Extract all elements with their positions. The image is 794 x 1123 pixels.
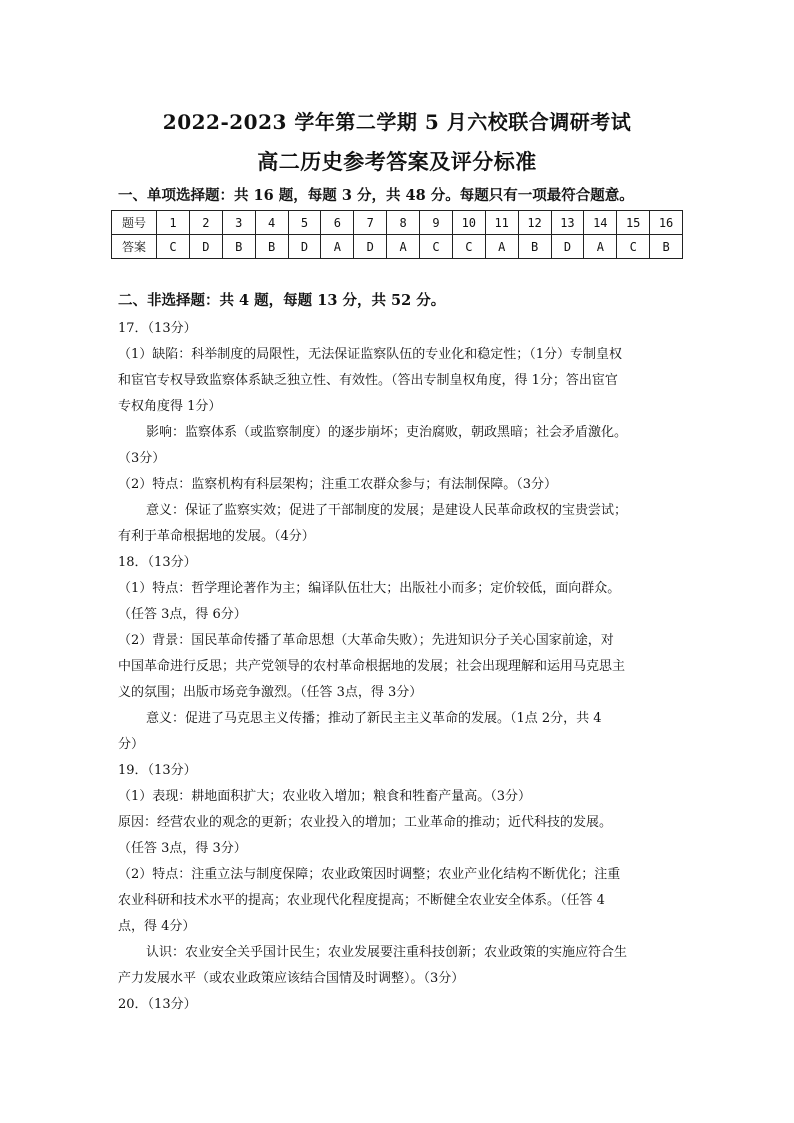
question-number: 3 [222,211,255,235]
answer-line: 有利于革命根据地的发展。（4分） [118,529,315,544]
answer-cell: A [321,235,354,259]
question-heading: 17．（13分） [118,321,197,336]
question-number: 8 [387,211,420,235]
question-number: 2 [189,211,222,235]
answer-cell: B [650,235,683,259]
question-number: 16 [650,211,683,235]
answer-line: 影响：监察体系（或监察制度）的逐步崩坏；吏治腐败，朝政黑暗；社会矛盾激化。 [146,425,628,440]
row-label-answer: 答案 [112,235,157,259]
section-2-heading: 二、非选择题：共 4 题，每题 13 分，共 52 分。 [118,292,446,309]
answer-cell: A [387,235,420,259]
answer-cell: B [518,235,551,259]
answer-line: （1）缺陷：科举制度的局限性，无法保证监察队伍的专业化和稳定性；（1分）专制皇权 [118,347,623,362]
answer-body [118,316,678,1018]
question-number: 11 [485,211,518,235]
answer-line: 意义：保证了监察实效；促进了干部制度的发展；是建设人民革命政权的宝贵尝试； [146,503,628,518]
answer-cell: D [288,235,321,259]
table-row-numbers [112,211,683,235]
question-number: 1 [157,211,190,235]
question-number: 5 [288,211,321,235]
answer-line: 农业科研和技术水平的提高；农业现代化程度提高；不断健全农业安全体系。（任答 4 [118,893,605,908]
answer-cell: C [420,235,453,259]
answer-line: 意义：促进了马克思主义传播；推动了新民主主义革命的发展。（1点 2分，共 4 [146,711,602,726]
answer-cell: D [551,235,584,259]
answer-line: （1）表现：耕地面积扩大；农业收入增加；粮食和牲畜产量高。（3分） [118,789,532,804]
question-number: 10 [452,211,485,235]
answer-cell: D [189,235,222,259]
answer-line: （2）特点：注重立法与制度保障；农业政策因时调整；农业产业化结构不断优化；注重 [118,867,621,882]
answer-line: 点，得 4分） [118,919,196,934]
answer-line: （2）特点：监察机构有科层架构；注重工农群众参与；有法制保障。（3分） [118,477,558,492]
answer-line: 中国革命进行反思；共产党领导的农村革命根据地的发展；社会出现理解和运用马克思主 [118,659,626,674]
question-number: 13 [551,211,584,235]
table-row-answers [112,235,683,259]
answer-cell: B [255,235,288,259]
question-number: 6 [321,211,354,235]
answer-cell: B [222,235,255,259]
answer-line: （2）背景：国民革命传播了革命思想（大革命失败）；先进知识分子关心国家前途，对 [118,633,614,648]
answer-line: 原因：经营农业的观念的更新；农业投入的增加；工业革命的推动；近代科技的发展。 [118,815,613,830]
answer-cell: C [157,235,190,259]
document-title: 2022-2023 学年第二学期 5 月六校联合调研考试 [162,110,632,134]
answer-line: （1）特点：哲学理论著作为主；编译队伍壮大；出版社小而多；定价较低，面向群众。 [118,581,621,596]
answer-line: 产力发展水平（或农业政策应该结合国情及时调整）。（3分） [118,971,465,986]
answer-cell: A [584,235,617,259]
section-1-heading: 一、单项选择题：共 16 题，每题 3 分，共 48 分。每题只有一项最符合题意。 [118,187,634,204]
answer-line: （任答 3点，得 6分） [118,607,247,622]
question-number: 7 [354,211,387,235]
answer-line: 专权角度得 1分） [118,399,222,414]
question-number: 15 [617,211,650,235]
answer-cell: A [485,235,518,259]
answer-table [111,210,683,259]
answer-line: （3分） [118,451,166,466]
answer-cell: C [617,235,650,259]
question-number: 9 [420,211,453,235]
answer-line: 认识：农业安全关乎国计民生；农业发展要注重科技创新；农业政策的实施应符合生 [146,945,628,960]
answer-cell: C [452,235,485,259]
question-heading: 18．（13分） [118,555,197,570]
row-label-number: 题号 [112,211,157,235]
question-heading: 19．（13分） [118,763,197,778]
document-subtitle: 高二历史参考答案及评分标准 [257,149,537,174]
question-number: 14 [584,211,617,235]
question-heading: 20．（13分） [118,997,197,1012]
question-number: 4 [255,211,288,235]
answer-line: 分） [118,737,145,752]
answer-line: 和宦官专权导致监察体系缺乏独立性、有效性。（答出专制皇权角度，得 1分；答出宦官 [118,373,618,388]
answer-line: （任答 3点，得 3分） [118,841,247,856]
answer-line: 义的氛围；出版市场竞争激烈。（任答 3点，得 3分） [118,685,423,700]
question-number: 12 [518,211,551,235]
answer-cell: D [354,235,387,259]
